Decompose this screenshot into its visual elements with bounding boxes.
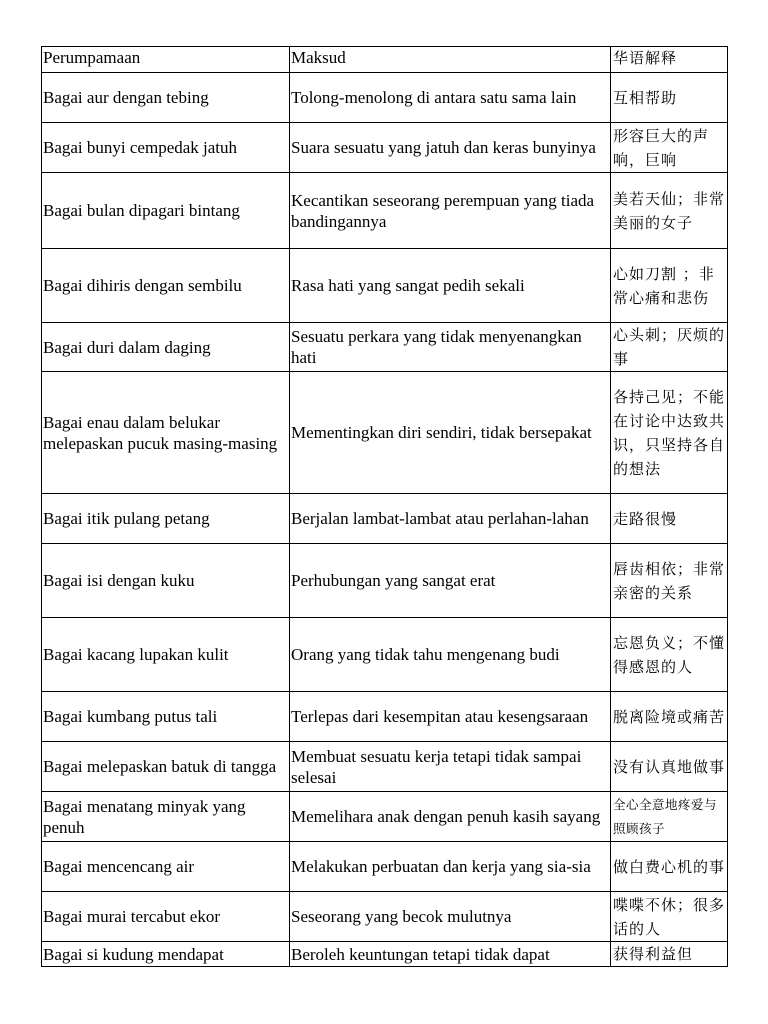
cell-maksud: Mementingkan diri sendiri, tidak bersepakat	[290, 372, 611, 494]
idiom-table	[41, 46, 728, 967]
table-row	[42, 942, 728, 967]
table-row	[42, 494, 728, 544]
table-row	[42, 173, 728, 249]
cell-perumpamaan: Bagai si kudung mendapat	[42, 942, 290, 967]
header-maksud: Maksud	[290, 47, 611, 73]
table-header-row	[42, 47, 728, 73]
cell-huayu: 形容巨大的声响，巨响	[611, 123, 728, 173]
table-row	[42, 792, 728, 842]
cell-perumpamaan: Bagai enau dalam belukar melepaskan pucuk masing-masing	[42, 372, 290, 494]
table-row	[42, 249, 728, 323]
cell-perumpamaan: Bagai murai tercabut ekor	[42, 892, 290, 942]
cell-huayu: 美若天仙；非常美丽的女子	[611, 173, 728, 249]
cell-maksud: Beroleh keuntungan tetapi tidak dapat	[290, 942, 611, 967]
cell-maksud: Seseorang yang becok mulutnya	[290, 892, 611, 942]
header-perumpamaan: Perumpamaan	[42, 47, 290, 73]
table-row	[42, 123, 728, 173]
cell-perumpamaan: Bagai isi dengan kuku	[42, 544, 290, 618]
cell-maksud: Berjalan lambat-lambat atau perlahan-lahan	[290, 494, 611, 544]
cell-perumpamaan: Bagai mencencang air	[42, 842, 290, 892]
cell-maksud: Membuat sesuatu kerja tetapi tidak sampai selesai	[290, 742, 611, 792]
cell-huayu: 没有认真地做事	[611, 742, 728, 792]
cell-huayu: 唇齿相依；非常亲密的关系	[611, 544, 728, 618]
cell-perumpamaan: Bagai duri dalam daging	[42, 323, 290, 372]
cell-maksud: Melakukan perbuatan dan kerja yang sia-sia	[290, 842, 611, 892]
cell-maksud: Perhubungan yang sangat erat	[290, 544, 611, 618]
cell-huayu: 全心全意地疼爱与照顾孩子	[611, 792, 728, 842]
cell-huayu: 获得利益但	[611, 942, 728, 967]
cell-perumpamaan: Bagai kumbang putus tali	[42, 692, 290, 742]
table-row	[42, 372, 728, 494]
cell-maksud: Tolong-menolong di antara satu sama lain	[290, 73, 611, 123]
cell-perumpamaan: Bagai dihiris dengan sembilu	[42, 249, 290, 323]
cell-huayu: 忘恩负义；不懂得感恩的人	[611, 618, 728, 692]
cell-huayu: 互相帮助	[611, 73, 728, 123]
table-row	[42, 323, 728, 372]
cell-perumpamaan: Bagai kacang lupakan kulit	[42, 618, 290, 692]
table-row	[42, 692, 728, 742]
table-row	[42, 742, 728, 792]
cell-perumpamaan: Bagai itik pulang petang	[42, 494, 290, 544]
cell-huayu: 做白费心机的事	[611, 842, 728, 892]
cell-maksud: Rasa hati yang sangat pedih sekali	[290, 249, 611, 323]
cell-maksud: Memelihara anak dengan penuh kasih sayang	[290, 792, 611, 842]
cell-perumpamaan: Bagai bunyi cempedak jatuh	[42, 123, 290, 173]
table-row	[42, 618, 728, 692]
cell-maksud: Orang yang tidak tahu mengenang budi	[290, 618, 611, 692]
cell-huayu: 心头刺；厌烦的事	[611, 323, 728, 372]
cell-perumpamaan: Bagai menatang minyak yang penuh	[42, 792, 290, 842]
table-row	[42, 892, 728, 942]
table-row	[42, 544, 728, 618]
cell-perumpamaan: Bagai bulan dipagari bintang	[42, 173, 290, 249]
cell-huayu: 心如刀割 ；非常心痛和悲伤	[611, 249, 728, 323]
cell-maksud: Terlepas dari kesempitan atau kesengsaraan	[290, 692, 611, 742]
cell-maksud: Suara sesuatu yang jatuh dan keras bunyinya	[290, 123, 611, 173]
cell-perumpamaan: Bagai aur dengan tebing	[42, 73, 290, 123]
table-row	[42, 73, 728, 123]
cell-huayu: 各持己见；不能在讨论中达致共识，只坚持各自的想法	[611, 372, 728, 494]
cell-perumpamaan: Bagai melepaskan batuk di tangga	[42, 742, 290, 792]
cell-huayu: 脱离险境或痛苦	[611, 692, 728, 742]
cell-huayu: 走路很慢	[611, 494, 728, 544]
header-huayu: 华语解释	[611, 47, 728, 73]
cell-maksud: Sesuatu perkara yang tidak menyenangkan hati	[290, 323, 611, 372]
table-row	[42, 842, 728, 892]
cell-huayu: 喋喋不休；很多话的人	[611, 892, 728, 942]
cell-maksud: Kecantikan seseorang perempuan yang tiada bandingannya	[290, 173, 611, 249]
